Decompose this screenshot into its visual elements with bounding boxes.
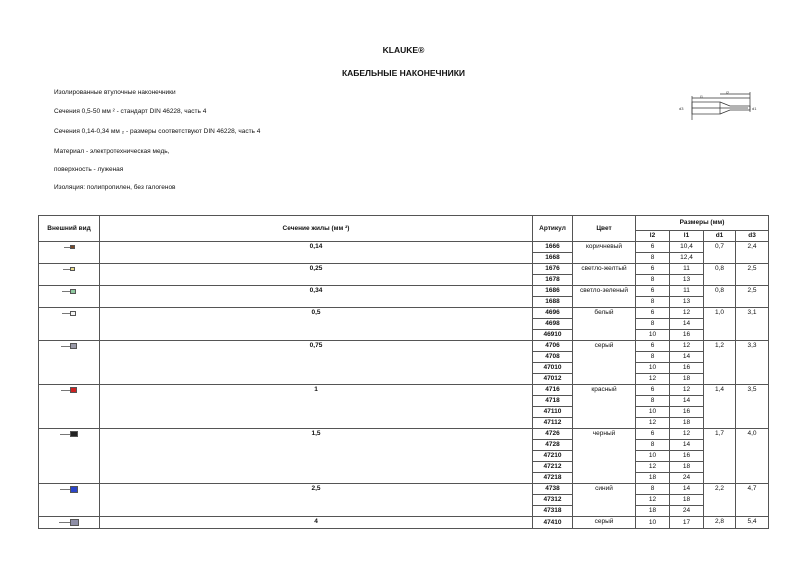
ferrule-pin [60, 434, 70, 435]
appearance-cell [39, 429, 100, 484]
section-cell: 0,25 [100, 264, 533, 286]
l2-cell: 10 [636, 407, 670, 418]
l2-cell: 10 [636, 451, 670, 462]
article-cell: 4738 [533, 484, 573, 495]
l1-cell: 18 [670, 418, 704, 429]
ferrule-icon [63, 265, 75, 275]
table-row [39, 286, 769, 297]
appearance-cell [39, 341, 100, 385]
l1-cell: 18 [670, 462, 704, 473]
d1-cell: 2,8 [704, 517, 736, 529]
l1-cell: 14 [670, 484, 704, 495]
d3-cell: 2,5 [736, 286, 769, 308]
diagram-label-d3: d3 [679, 106, 684, 111]
ferrule-cap [70, 387, 78, 393]
d1-cell: 0,7 [704, 242, 736, 264]
section-cell: 4 [100, 517, 533, 529]
l2-cell: 6 [636, 308, 670, 319]
l1-cell: 16 [670, 451, 704, 462]
l2-cell: 8 [636, 319, 670, 330]
table-row [39, 484, 769, 495]
l1-cell: 12 [670, 308, 704, 319]
appearance-cell [39, 484, 100, 517]
ferrule-icon [62, 309, 76, 319]
section-cell: 1,5 [100, 429, 533, 484]
l1-cell: 11 [670, 286, 704, 297]
article-cell: 4716 [533, 385, 573, 396]
d3-cell: 4,0 [736, 429, 769, 484]
d3-cell: 5,4 [736, 517, 769, 529]
d1-cell: 0,8 [704, 264, 736, 286]
ferrule-pin [61, 346, 69, 347]
d1-cell: 1,0 [704, 308, 736, 341]
l1-cell: 18 [670, 374, 704, 385]
l2-cell: 8 [636, 396, 670, 407]
l1-cell: 12 [670, 341, 704, 352]
header-l1: l1 [670, 231, 704, 242]
article-cell: 4718 [533, 396, 573, 407]
table-row [39, 517, 769, 529]
table-row [39, 341, 769, 352]
ferrule-cap [70, 343, 77, 349]
article-cell: 47312 [533, 495, 573, 506]
article-cell: 1688 [533, 297, 573, 308]
d3-cell: 3,3 [736, 341, 769, 385]
l2-cell: 10 [636, 330, 670, 341]
l2-cell: 10 [636, 517, 670, 529]
appearance-cell [39, 242, 100, 264]
d1-cell: 1,2 [704, 341, 736, 385]
ferrule-pin [59, 522, 70, 523]
color-cell: серый [573, 517, 636, 529]
article-cell: 47218 [533, 473, 573, 484]
l1-cell: 14 [670, 440, 704, 451]
ferrule-pin [62, 313, 70, 314]
header-d1: d1 [704, 231, 736, 242]
ferrule-dimension-diagram [670, 90, 762, 126]
intro-line: поверхность - луженая [54, 166, 124, 173]
ferrule-cap [70, 289, 76, 294]
l1-cell: 18 [670, 495, 704, 506]
article-cell: 4728 [533, 440, 573, 451]
l2-cell: 12 [636, 495, 670, 506]
ferrule-pin [61, 390, 70, 391]
article-cell: 46910 [533, 330, 573, 341]
l1-cell: 14 [670, 319, 704, 330]
d3-cell: 4,7 [736, 484, 769, 517]
ferrule-cap [70, 267, 76, 271]
table-row [39, 308, 769, 319]
table-row [39, 242, 769, 253]
intro-line: Материал - электротехническая медь, [54, 148, 170, 155]
l2-cell: 12 [636, 462, 670, 473]
table-row [39, 385, 769, 396]
l1-cell: 14 [670, 396, 704, 407]
ferrule-icon [60, 485, 79, 495]
color-cell: светло-желтый [573, 264, 636, 286]
appearance-cell [39, 286, 100, 308]
l1-cell: 12 [670, 385, 704, 396]
l1-cell: 12,4 [670, 253, 704, 264]
appearance-cell [39, 385, 100, 429]
header-color: Цвет [573, 216, 636, 242]
intro-line: Изоляция: полипропилен, без галогенов [54, 184, 176, 191]
d1-cell: 1,7 [704, 429, 736, 484]
diagram-label-d1: d1 [752, 106, 757, 111]
ferrule-pin [62, 291, 69, 292]
l2-cell: 8 [636, 253, 670, 264]
l1-cell: 12 [670, 429, 704, 440]
l1-cell: 14 [670, 352, 704, 363]
header-section: Сечение жилы (мм ²) [100, 216, 533, 242]
article-cell: 1678 [533, 275, 573, 286]
table-body [39, 242, 769, 529]
appearance-cell [39, 264, 100, 286]
section-cell: 0,34 [100, 286, 533, 308]
d3-cell: 2,5 [736, 264, 769, 286]
l1-cell: 24 [670, 473, 704, 484]
header-appearance: Внешний вид [39, 216, 100, 242]
header-d3: d3 [736, 231, 769, 242]
l1-cell: 17 [670, 517, 704, 529]
section-cell: 0,5 [100, 308, 533, 341]
l2-cell: 18 [636, 473, 670, 484]
article-cell: 4698 [533, 319, 573, 330]
article-cell: 1668 [533, 253, 573, 264]
l1-cell: 11 [670, 264, 704, 275]
l1-cell: 16 [670, 363, 704, 374]
diagram-label-l2: l2 [726, 90, 730, 95]
article-cell: 4708 [533, 352, 573, 363]
ferrule-icon [64, 243, 75, 253]
ferrule-icon [61, 342, 76, 352]
ferrule-cap [70, 519, 79, 526]
l2-cell: 6 [636, 242, 670, 253]
l2-cell: 8 [636, 275, 670, 286]
l2-cell: 6 [636, 286, 670, 297]
l2-cell: 6 [636, 385, 670, 396]
l2-cell: 8 [636, 297, 670, 308]
section-cell: 1 [100, 385, 533, 429]
ferrule-icon [61, 386, 78, 396]
header-l2: l2 [636, 231, 670, 242]
color-cell: светло-зеленый [573, 286, 636, 308]
header-sizes: Размеры (мм) [636, 216, 769, 231]
ferrule-cap [70, 486, 79, 493]
article-cell: 47010 [533, 363, 573, 374]
color-cell: белый [573, 308, 636, 341]
color-cell: черный [573, 429, 636, 484]
d1-cell: 2,2 [704, 484, 736, 517]
ferrule-cap [70, 311, 77, 316]
appearance-cell [39, 308, 100, 341]
article-cell: 47212 [533, 462, 573, 473]
header-article: Артикул [533, 216, 573, 242]
section-cell: 2,5 [100, 484, 533, 517]
d1-cell: 0,8 [704, 286, 736, 308]
diagram-label-l1: l1 [700, 94, 704, 99]
l1-cell: 13 [670, 275, 704, 286]
article-cell: 47112 [533, 418, 573, 429]
ferrule-icon [62, 287, 75, 297]
article-cell: 1676 [533, 264, 573, 275]
article-cell: 1666 [533, 242, 573, 253]
ferrule-spec-table [38, 215, 769, 529]
l2-cell: 8 [636, 352, 670, 363]
section-cell: 0,14 [100, 242, 533, 264]
color-cell: коричневый [573, 242, 636, 264]
article-cell: 4696 [533, 308, 573, 319]
article-cell: 47012 [533, 374, 573, 385]
ferrule-pin [63, 269, 70, 270]
l2-cell: 6 [636, 429, 670, 440]
l1-cell: 10,4 [670, 242, 704, 253]
color-cell: серый [573, 341, 636, 385]
ferrule-cap [70, 431, 78, 437]
section-cell: 0,75 [100, 341, 533, 385]
table-row [39, 264, 769, 275]
l2-cell: 18 [636, 506, 670, 517]
d1-cell: 1,4 [704, 385, 736, 429]
color-cell: синий [573, 484, 636, 517]
l1-cell: 13 [670, 297, 704, 308]
appearance-cell [39, 517, 100, 529]
article-cell: 4706 [533, 341, 573, 352]
ferrule-cap [70, 245, 75, 249]
intro-line: Изолированные втулочные наконечники [54, 89, 176, 96]
ferrule-icon [59, 518, 79, 528]
article-cell: 47210 [533, 451, 573, 462]
l1-cell: 24 [670, 506, 704, 517]
l2-cell: 12 [636, 374, 670, 385]
table-header-row [39, 216, 769, 231]
ferrule-icon [60, 430, 78, 440]
l2-cell: 8 [636, 440, 670, 451]
d3-cell: 2,4 [736, 242, 769, 264]
article-cell: 4726 [533, 429, 573, 440]
l2-cell: 12 [636, 418, 670, 429]
d3-cell: 3,5 [736, 385, 769, 429]
l2-cell: 6 [636, 341, 670, 352]
l1-cell: 16 [670, 407, 704, 418]
l2-cell: 8 [636, 484, 670, 495]
l2-cell: 6 [636, 264, 670, 275]
intro-line: Сечения 0,14-0,34 мм ₂ - размеры соответствуют DIN 46228, часть 4 [54, 128, 261, 135]
l1-cell: 16 [670, 330, 704, 341]
table-row [39, 429, 769, 440]
article-cell: 47318 [533, 506, 573, 517]
d3-cell: 3,1 [736, 308, 769, 341]
page-title: КАБЕЛЬНЫЕ НАКОНЕЧНИКИ [341, 68, 466, 78]
brand-title: KLAUKE® [382, 45, 425, 55]
article-cell: 47410 [533, 517, 573, 529]
article-cell: 1686 [533, 286, 573, 297]
l2-cell: 10 [636, 363, 670, 374]
ferrule-pin [60, 489, 70, 490]
color-cell: красный [573, 385, 636, 429]
article-cell: 47110 [533, 407, 573, 418]
intro-line: Сечения 0,5-50 мм ² - стандарт DIN 46228, часть 4 [54, 108, 207, 115]
